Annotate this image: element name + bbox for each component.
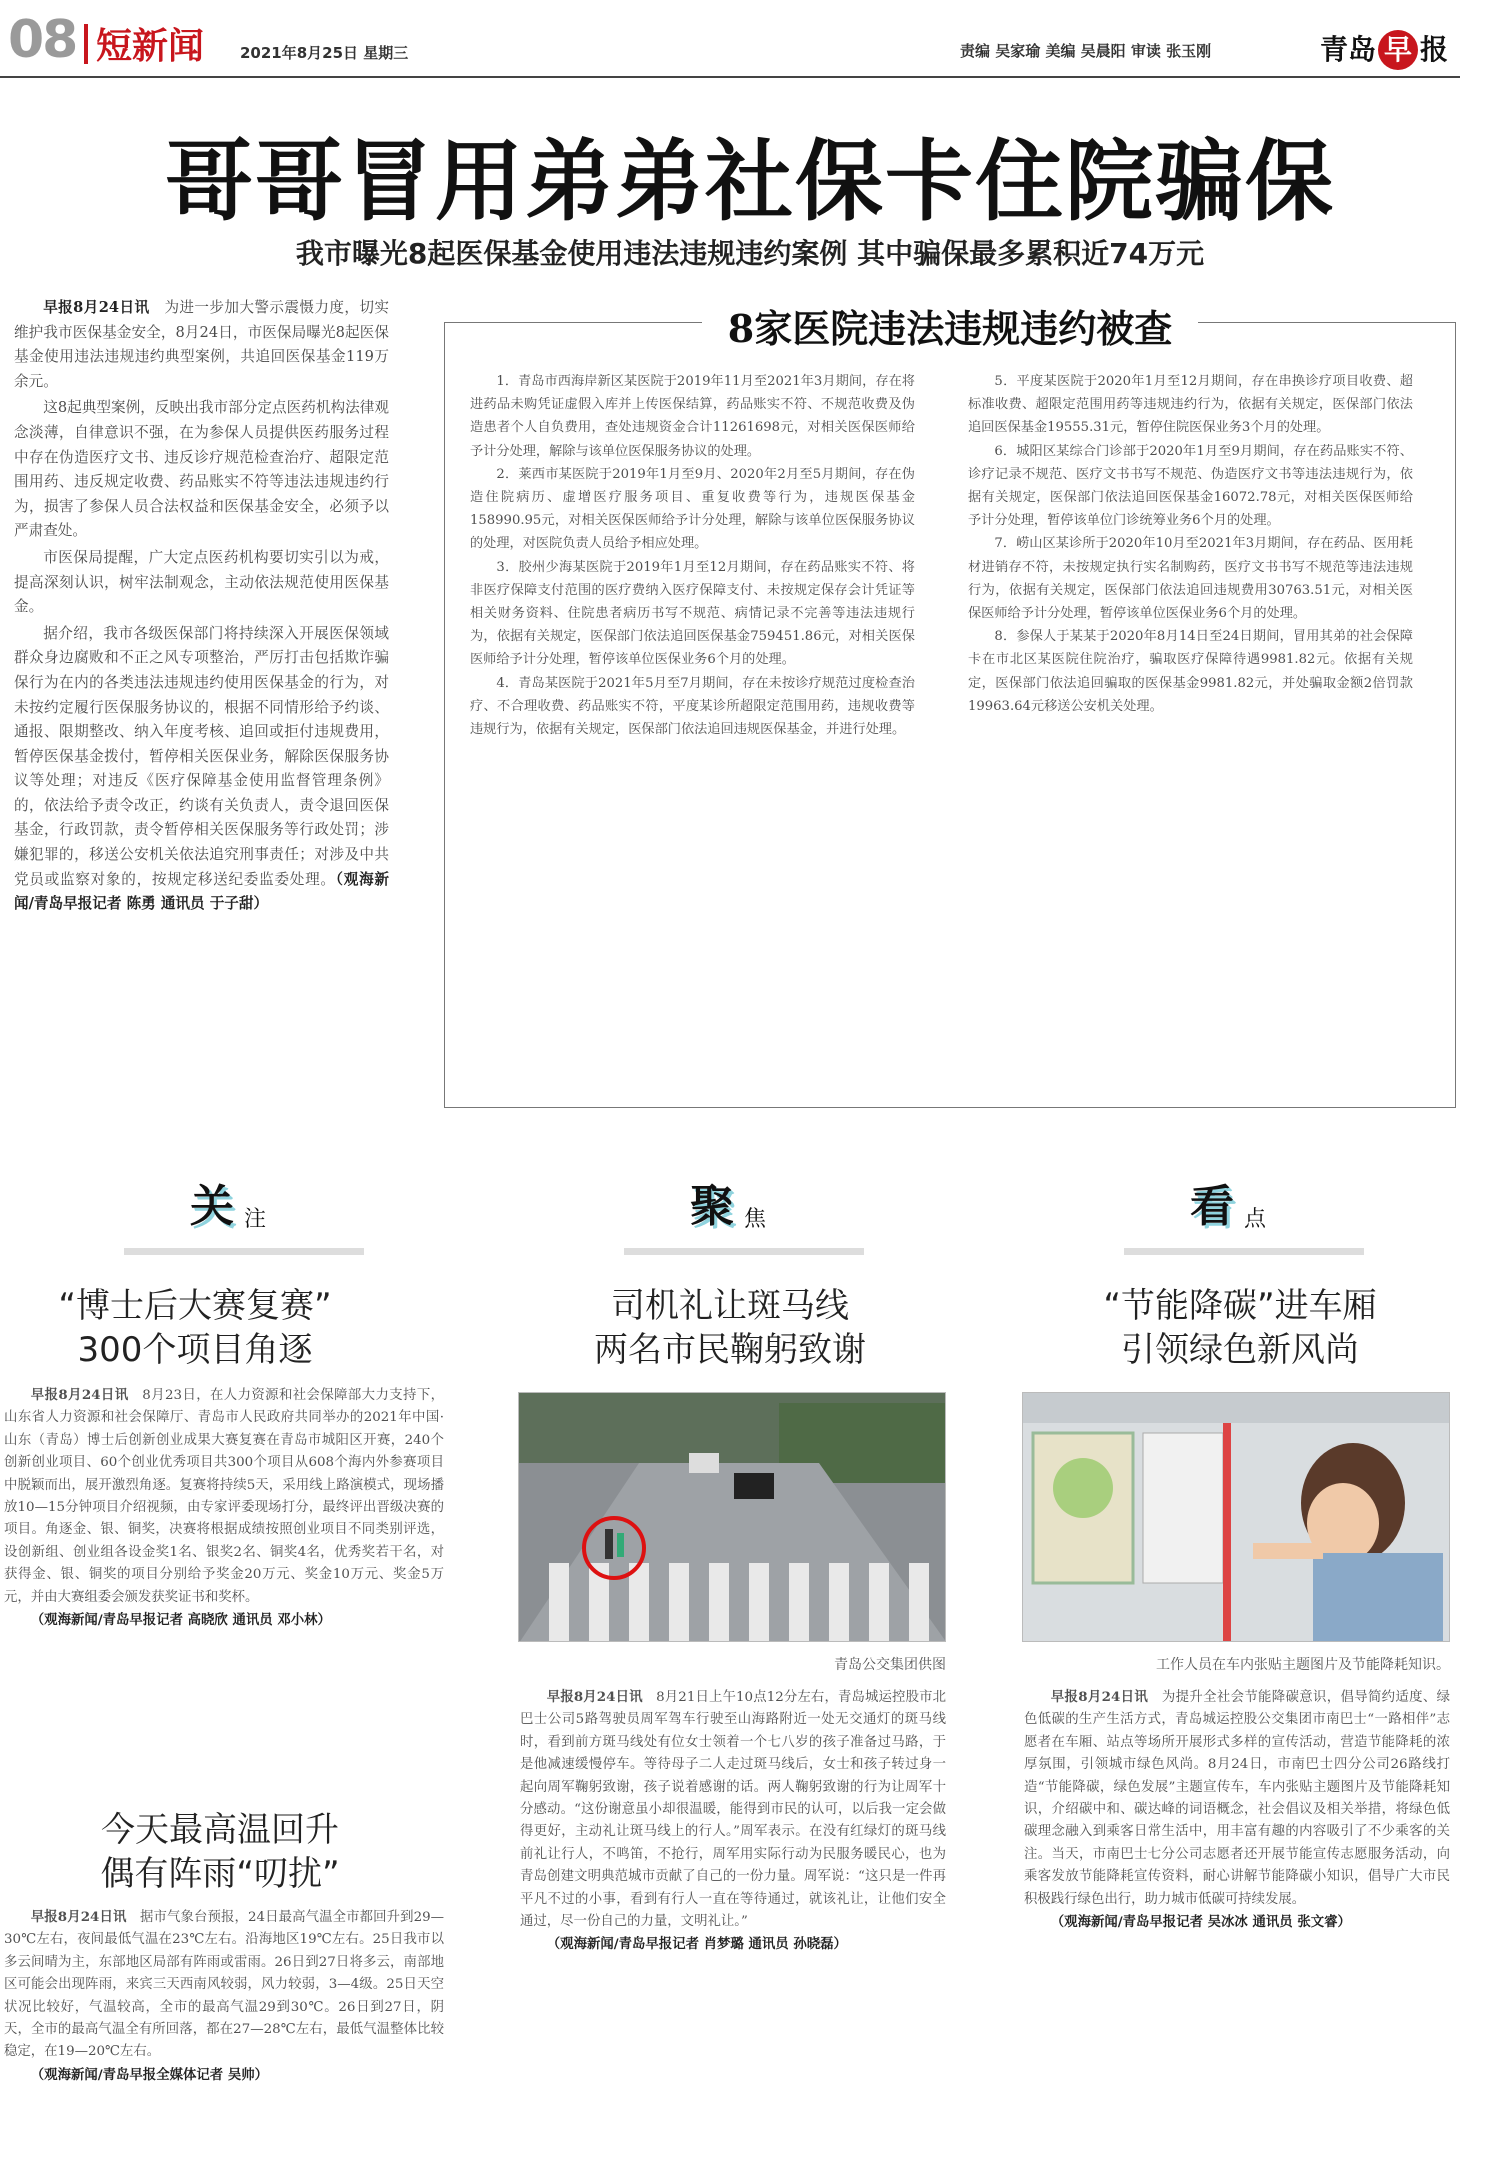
crosswalk-photo-illustration <box>519 1393 946 1642</box>
main-headline: 哥哥冒用弟弟社保卡住院骗保 <box>164 130 1335 233</box>
cases-box-title <box>444 298 1456 353</box>
main-credit: （观海新闻/青岛早报记者 陈勇 通讯员 于子甜） <box>14 870 389 913</box>
story-title-line: 司机礼让斑马线 <box>611 1286 849 1326</box>
story-title-line: 引领绿色新风尚 <box>1121 1330 1359 1370</box>
section-rule <box>1124 1248 1364 1255</box>
main-byline: 早报8月24日讯 <box>43 299 150 316</box>
header-rule <box>0 76 1460 78</box>
story-body <box>4 1384 444 1754</box>
story-title-line: “博士后大赛复赛” <box>58 1286 332 1326</box>
section-mark-jujiao <box>690 1170 810 1240</box>
header-divider <box>84 24 88 64</box>
cases-column-left <box>470 370 915 1090</box>
photo-caption: 青岛公交集团供图 <box>834 1657 946 1673</box>
logo-left: 青岛 <box>1320 33 1377 66</box>
story-title-line: 300个项目角逐 <box>77 1330 313 1370</box>
story-byline: 早报8月24日讯 <box>546 1689 643 1705</box>
sub-headline: 我市曝光8起医保基金使用违法违规违约案例 其中骗保最多累积近74万元 <box>295 237 1205 270</box>
bus-photo <box>1022 1392 1450 1642</box>
story-credit: （观海新闻/青岛早报记者 吴冰冰 通讯员 张文睿） <box>1050 1914 1351 1931</box>
story-credit: （观海新闻/青岛早报记者 高晓欣 通讯员 邓小林） <box>30 1612 331 1629</box>
story-credit: （观海新闻/青岛早报记者 肖梦璐 通讯员 孙晓磊） <box>546 1936 847 1953</box>
story-title <box>520 1284 940 1372</box>
story-byline: 早报8月24日讯 <box>30 1387 129 1403</box>
story-credit: （观海新闻/青岛早报全媒体记者 吴帅） <box>30 2066 268 2083</box>
logo-mid: 早 <box>1378 30 1418 70</box>
story-text: 为提升全社会节能降碳意识，倡导简约适度、绿色低碳的生产生活方式，青岛城运控股公交集团市南巴士“一路相伴”志愿者在车厢、站点等场所开展形式多样的宣传活动，营造节能降耗的浓厚氛围，引领城市绿色风尚。8月24日，市南巴士四分公司26路线打造“节能降碳，绿色发展”主题宣传车，车内张贴主题图片及节能降耗知识，介绍碳中和、碳达峰的词语概念，社会倡议及相关举措，将绿色低碳理念融入到乘客日常生活中，用丰富有趣的内容吸引了不少乘客的关注。当天，市南巴士七分公司志愿者还开展节能宣传志愿服务活动，向乘客发放节能降耗宣传资料，耐心讲解节能降碳小知识，倡导广大市民积极践行绿色出行，助力城市低碳可持续发展。 <box>1024 1690 1450 1907</box>
section-mark-guanzhu <box>190 1170 310 1240</box>
section-name: 短新闻 <box>96 26 205 67</box>
section-mark-kandian <box>1190 1170 1310 1240</box>
story-body <box>520 1686 946 2156</box>
story-title-line: 两名市民鞠躬致谢 <box>594 1330 866 1370</box>
main-paragraph: 为进一步加大警示震慑力度，切实维护我市医保基金安全，8月24日，市医保局曝光8起医保基金使用违法违规违约典型案例，共追回医保基金119万余元。 <box>14 299 389 390</box>
story-title-line: 今天最高温回升 <box>101 1810 339 1850</box>
story-title-line: 偶有阵雨“叨扰” <box>100 1854 340 1894</box>
case-item: 3．胶州少海某医院于2019年1月至12月期间，存在药品账实不符、将非医疗保障支付范围的医疗费纳入医疗保障支付、未按规定保存会计凭证等相关财务资料、住院患者病历书写不规范、病情记录不完善等违法违规行为，依据有关规定，医保部门依法追回医保基金759451.86元，对相关医保医师给予计分处理，暂停该单位医保业务6个月的处理。 <box>470 559 915 668</box>
story-byline: 早报8月24日讯 <box>1050 1689 1149 1705</box>
section-mark-big: 看 <box>1190 1181 1234 1232</box>
main-paragraph: 这8起典型案例，反映出我市部分定点医药机构法律观念淡薄，自律意识不强，在为参保人员提供医药服务过程中存在伪造医疗文书、违反诊疗规范检查治疗、超限定范围用药、违反规定收费、药品账实不符等违法违规违约行为，损害了参保人员合法权益和医保基金安全，必须予以严肃查处。 <box>14 399 389 540</box>
cases-title-text: 8家医院违法违规违约被查 <box>702 306 1198 351</box>
section-mark-small: 点 <box>1244 1207 1267 1232</box>
story-body <box>4 1906 444 2158</box>
section-mark-small: 注 <box>244 1207 267 1232</box>
story-title <box>1020 1284 1460 1372</box>
section-rule <box>624 1248 864 1255</box>
story-text: 8月23日，在人力资源和社会保障部大力支持下，山东省人力资源和社会保障厅、青岛市人民政府共同举办的2021年中国·山东（青岛）博士后创新创业成果大赛复赛在青岛市城阳区开赛，240个创新创业项目、60个创业优秀项目共300个项目从608个海内外参赛项目中脱颖而出，展开激烈角逐。复赛将持续5天，采用线上路演模式，现场播放10—15分钟项目介绍视频，由专家评委现场打分，最终评出晋级决赛的项目。角逐金、银、铜奖，决赛将根据成绩按照创业项目不同类别评选，设创新组、创业组各设金奖1名、银奖2名、铜奖4名，优秀奖若干名，对获得金、银、铜奖的项目分别给予奖金20万元、奖金10万元、奖金5万元，并由大赛组委会颁发获奖证书和奖杯。 <box>4 1388 444 1605</box>
section-mark-small: 焦 <box>744 1207 767 1232</box>
section-rule <box>124 1248 364 1255</box>
issue-date: 2021年8月25日 星期三 <box>240 44 409 62</box>
case-item: 2．莱西市某医院于2019年1月至9月、2020年2月至5月期间，存在伪造住院病历、虚增医疗服务项目、重复收费等行为，违规医保基金158990.95元，对相关医保医师给予计分处理，解除与该单位医保服务协议的处理，对医院负责人员给予相应处理。 <box>470 466 915 552</box>
case-item: 4．青岛某医院于2021年5月至7月期间，存在未按诊疗规范过度检查治疗、不合理收费、药品账实不符，平度某诊所超限定范围用药，违规收费等违规行为，依据有关规定，医保部门依法追回违规医保基金，并进行处理。 <box>470 675 915 738</box>
crosswalk-photo <box>518 1392 946 1642</box>
story-text: 据市气象台预报，24日最高气温全市都回升到29—30℃左右，夜间最低气温在23℃左右。沿海地区19℃左右。25日我市以多云间晴为主，东部地区局部有阵雨或雷雨。26日到27日将多云，南部地区可能会出现阵雨，来宾三天西南风较弱，风力较弱，3—4级。25日天空状况比较好，气温较高，全市的最高气温29到30℃。26日到27日，阴天，全市的最高气温全有所回落，都在27—28℃左右，最低气温整体比较稳定，在19—20℃左右。 <box>4 1910 444 2060</box>
story-body <box>1024 1686 1450 2156</box>
case-item: 1．青岛市西海岸新区某医院于2019年11月至2021年3月期间，存在将进药品未购凭证虚假入库并上传医保结算，药品账实不符、不规范收费及伪造患者个人自负费用，查处违规资金合计11261698元，对相关医保医师给予计分处理，解除与该单位医保服务协议的处理。 <box>470 374 915 459</box>
editor-credits: 责编 吴家瑜 美编 吴晨阳 审读 张玉刚 <box>960 42 1212 60</box>
main-article <box>14 296 389 1096</box>
case-item: 5．平度某医院于2020年1月至12月期间，存在串换诊疗项目收费、超标准收费、超限定范围用药等违规违约行为，依据有关规定，医保部门依法追回医保基金19555.31元，暂停住院医保业务3个月的处理。 <box>968 374 1413 436</box>
story-text: 8月21日上午10点12分左右，青岛城运控股市北巴士公司5路驾驶员周军驾车行驶至山海路附近一处无交通灯的斑马线时，看到前方斑马线处有位女士领着一个七八岁的孩子准备过马路，于是他减速缓慢停车。等待母子二人走过斑马线后，女士和孩子转过身一起向周军鞠躬致谢，孩子说着感谢的话。两人鞠躬致谢的行为让周军十分感动。“这份谢意虽小却很温暖，能得到市民的认可，以后我一定会做得更好，主动礼让斑马线上的行人。”周军表示。在没有红绿灯的斑马线前礼让行人，不鸣笛，不抢行，周军用实际行动为民服务暖民心，也为青岛创建文明典范城市贡献了自己的一份力量。周军说：“这只是一件再平凡不过的小事，看到有行人一直在等待通过，就该礼让，让他们安全通过，尽一份自己的力量，文明礼让。” <box>520 1690 946 1930</box>
case-item: 7．崂山区某诊所于2020年10月至2021年3月期间，存在药品、医用耗材进销存不符，未按规定执行实名制购药，医疗文书书写不规范等违法违规行为，依据有关规定，医保部门依法追回违规费用30763.51元，对相关医保医师给予计分处理，暂停该单位医保业务6个月的处理。 <box>968 536 1413 622</box>
main-paragraph: 据介绍，我市各级医保部门将持续深入开展医保领域群众身边腐败和不正之风专项整治，严厉打击包括欺诈骗保行为在内的各类违法违规违约使用医保基金的行为，对未按约定履行医保服务协议的，根据不同情形给予约谈、通报、限期整改、纳入年度考核、追回或拒付违规费用，暂停医保基金拨付，暂停相关医保业务，解除医保服务协议等处理；对违反《医疗保障基金使用监督管理条例》的，依法给予责令改正，约谈有关负责人，责令退回医保基金，行政罚款，责令暂停相关医保服务等行政处罚；涉嫌犯罪的，移送公安机关依法追究刑事责任；对涉及中共党员或监察对象的，按规定移送纪委监委处理。 <box>14 624 389 888</box>
story-byline: 早报8月24日讯 <box>30 1909 127 1925</box>
page-number: 08 <box>8 10 77 70</box>
story-title-line: “节能降碳”进车厢 <box>1103 1286 1377 1326</box>
story-title <box>0 1808 440 1896</box>
bus-photo-illustration <box>1023 1393 1450 1642</box>
newspaper-logo <box>1320 28 1448 70</box>
cases-column-right <box>968 370 1413 1090</box>
section-mark-big: 聚 <box>690 1181 734 1232</box>
logo-right: 报 <box>1420 33 1449 66</box>
section-mark-big: 关 <box>190 1181 234 1232</box>
main-paragraph: 市医保局提醒，广大定点医药机构要切实引以为戒，提高深刻认识，树牢法制观念，主动依法规范使用医保基金。 <box>14 548 389 616</box>
photo-caption: 工作人员在车内张贴主题图片及节能降耗知识。 <box>1156 1657 1450 1673</box>
case-item: 8．参保人于某某于2020年8月14日至24日期间，冒用其弟的社会保障卡在市北区某医院住院治疗，骗取医疗保障待遇9981.82元。依据有关规定，医保部门依法追回骗取的医保基金9981.82元，并处骗取金额2倍罚款19963.64元移送公安机关处理。 <box>968 629 1413 714</box>
story-title <box>0 1284 390 1372</box>
case-item: 6．城阳区某综合门诊部于2020年1月至9月期间，存在药品账实不符、诊疗记录不规范、医疗文书书写不规范、伪造医疗文书等违法违规行为，依据有关规定，医保部门依法追回医保基金16072.78元，对相关医保医师给予计分处理，暂停该单位门诊统筹业务6个月的处理。 <box>968 443 1413 529</box>
